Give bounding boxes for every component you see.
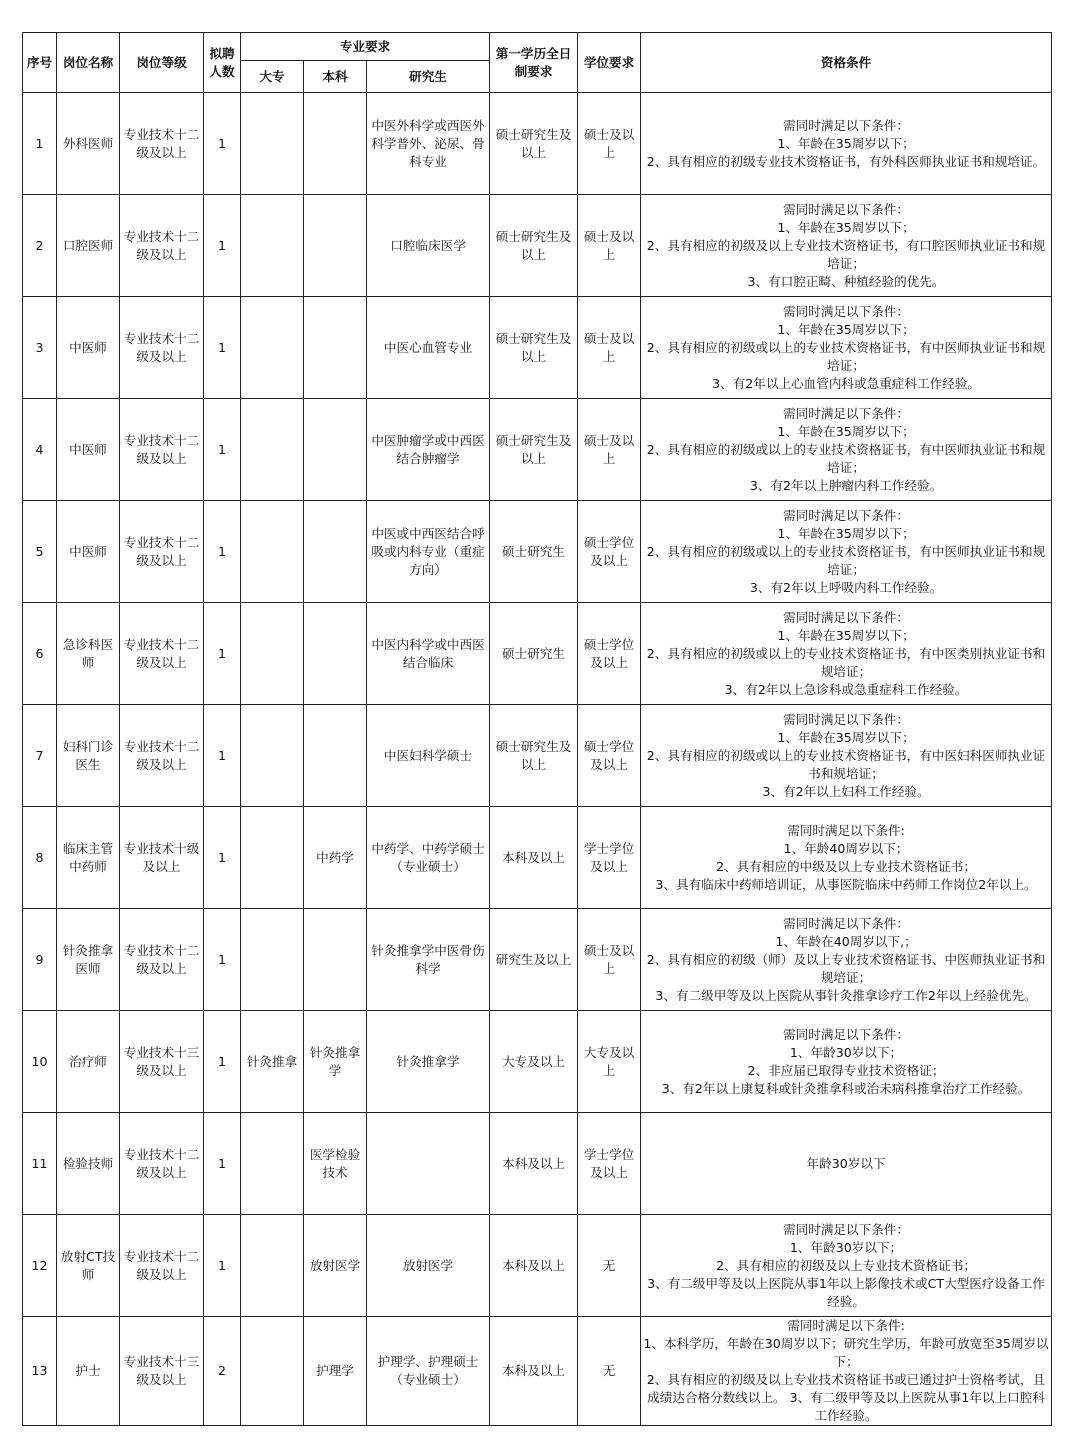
header-benke: 本科	[304, 61, 367, 93]
condition-line: 需同时满足以下条件:	[787, 822, 905, 838]
cell-benke	[304, 603, 367, 705]
cell-count: 1	[204, 195, 241, 297]
cell-graduate-major: 放射医学	[367, 1215, 490, 1317]
header-first-degree: 第一学历全日制要求	[490, 33, 578, 93]
cell-count: 1	[204, 909, 241, 1011]
condition-line: 3、有2年以上妇科工作经验。	[762, 783, 930, 799]
cell-count: 1	[204, 1215, 241, 1317]
cell-benke: 医学检验技术	[304, 1113, 367, 1215]
condition-line: 1、年龄30岁以下；	[789, 1044, 903, 1060]
condition-line: 3、有2年以上肿瘤内科工作经验。	[749, 477, 943, 493]
condition-line: 2、具有相应的初级或以上的专业技术资格证书，有中医师执业证书和规培证；	[646, 339, 1046, 373]
condition-line: 3、有二级甲等及以上医院从事1年以上影像技术或CT大型医疗设备工作经验。	[647, 1275, 1045, 1309]
cell-first-degree: 本科及以上	[490, 1215, 578, 1317]
table-row	[23, 705, 1052, 807]
cell-degree-req: 无	[578, 1215, 641, 1317]
condition-line: 3、有二级甲等及以上医院从事针灸推拿诊疗工作2年以上经验优先。	[655, 987, 1037, 1003]
header-seq: 序号	[23, 33, 57, 93]
cell-count: 1	[204, 1011, 241, 1113]
condition-line: 需同时满足以下条件：	[783, 609, 909, 625]
cell-post-name: 治疗师	[57, 1011, 120, 1113]
condition-line: 1、年龄在35周岁以下；	[777, 423, 915, 439]
cell-post-level: 专业技术十二级及以上	[120, 705, 204, 807]
cell-first-degree: 本科及以上	[490, 1317, 578, 1426]
cell-qualification	[641, 297, 1052, 399]
cell-count: 1	[204, 705, 241, 807]
cell-dazhuan	[241, 705, 304, 807]
condition-line: 2、具有相应的初级及以上专业技术资格证书；	[716, 1257, 976, 1273]
cell-graduate-major: 护理学、护理硕士（专业硕士）	[367, 1317, 490, 1426]
condition-line: 2、具有相应的初级或以上的专业技术资格证书，有中医师执业证书和规培证；	[646, 543, 1046, 577]
cell-post-level: 专业技术十二级及以上	[120, 603, 204, 705]
condition-line: 3、有2年以上康复科或针灸推拿科或治未病科推拿治疗工作经验。	[661, 1080, 1031, 1096]
cell-seq: 1	[23, 93, 57, 195]
condition-line: 1、年龄在35周岁以下；	[777, 321, 915, 337]
cell-seq: 13	[23, 1317, 57, 1426]
cell-graduate-major: 中医肿瘤学或中西医结合肿瘤学	[367, 399, 490, 501]
cell-benke: 放射医学	[304, 1215, 367, 1317]
condition-line: 年龄30岁以下	[806, 1155, 886, 1171]
cell-post-name: 中医师	[57, 399, 120, 501]
condition-line: 需同时满足以下条件：	[783, 507, 909, 523]
cell-degree-req: 学士学位及以上	[578, 807, 641, 909]
cell-dazhuan	[241, 195, 304, 297]
cell-benke: 针灸推拿学	[304, 1011, 367, 1113]
condition-line: 1、年龄在35周岁以下；	[777, 729, 915, 745]
cell-dazhuan	[241, 603, 304, 705]
cell-qualification	[641, 1113, 1052, 1215]
cell-qualification	[641, 195, 1052, 297]
cell-graduate-major: 中医外科学或西医外科学普外、泌尿、骨科专业	[367, 93, 490, 195]
condition-line: 1、年龄30岁以下；	[789, 1239, 903, 1255]
condition-line: 需同时满足以下条件：	[783, 1026, 909, 1042]
cell-first-degree: 硕士研究生及以上	[490, 195, 578, 297]
cell-post-name: 检验技师	[57, 1113, 120, 1215]
cell-dazhuan	[241, 1317, 304, 1426]
cell-dazhuan	[241, 1215, 304, 1317]
cell-qualification	[641, 501, 1052, 603]
cell-count: 1	[204, 501, 241, 603]
cell-benke: 中药学	[304, 807, 367, 909]
cell-seq: 11	[23, 1113, 57, 1215]
cell-post-name: 护士	[57, 1317, 120, 1426]
cell-graduate-major: 中医或中西医结合呼吸或内科专业（重症方向）	[367, 501, 490, 603]
cell-degree-req: 学士学位及以上	[578, 1113, 641, 1215]
cell-qualification	[641, 1317, 1052, 1426]
cell-benke	[304, 399, 367, 501]
cell-benke	[304, 297, 367, 399]
cell-post-level: 专业技术十二级及以上	[120, 297, 204, 399]
header-major-req: 专业要求	[241, 33, 490, 61]
cell-post-name: 临床主管中药师	[57, 807, 120, 909]
cell-qualification	[641, 807, 1052, 909]
cell-seq: 10	[23, 1011, 57, 1113]
cell-first-degree: 硕士研究生及以上	[490, 705, 578, 807]
cell-degree-req: 硕士及以上	[578, 195, 641, 297]
cell-graduate-major: 针灸推拿学中医骨伤科学	[367, 909, 490, 1011]
cell-degree-req: 硕士学位及以上	[578, 501, 641, 603]
cell-graduate-major: 针灸推拿学	[367, 1011, 490, 1113]
condition-line: 2、具有相应的中级及以上专业技术资格证书；	[716, 858, 976, 874]
cell-dazhuan: 针灸推拿	[241, 1011, 304, 1113]
cell-qualification	[641, 399, 1052, 501]
condition-line: 1、年龄在35周岁以下；	[777, 627, 915, 643]
table-row	[23, 603, 1052, 705]
table-row	[23, 297, 1052, 399]
table-row	[23, 1113, 1052, 1215]
condition-line: 1、年龄在40周岁以下,；	[775, 933, 917, 949]
cell-dazhuan	[241, 1113, 304, 1215]
cell-seq: 9	[23, 909, 57, 1011]
cell-degree-req: 硕士及以上	[578, 93, 641, 195]
condition-line: 1、年龄40周岁以下；	[783, 840, 909, 856]
header-yanjiusheng: 研究生	[367, 61, 490, 93]
cell-degree-req: 硕士学位及以上	[578, 603, 641, 705]
cell-first-degree: 硕士研究生及以上	[490, 93, 578, 195]
cell-post-name: 外科医师	[57, 93, 120, 195]
cell-post-level: 专业技术十二级及以上	[120, 501, 204, 603]
condition-line: 1、年龄在35周岁以下；	[777, 135, 915, 151]
cell-first-degree: 本科及以上	[490, 807, 578, 909]
cell-post-name: 急诊科医师	[57, 603, 120, 705]
cell-post-name: 放射CT技师	[57, 1215, 120, 1317]
cell-post-name: 中医师	[57, 297, 120, 399]
cell-count: 1	[204, 399, 241, 501]
cell-post-level: 专业技术十二级及以上	[120, 909, 204, 1011]
table-row	[23, 195, 1052, 297]
cell-seq: 12	[23, 1215, 57, 1317]
recruitment-table	[22, 32, 1052, 1426]
table-row	[23, 501, 1052, 603]
cell-post-level: 专业技术十二级及以上	[120, 1215, 204, 1317]
cell-post-name: 针灸推拿医师	[57, 909, 120, 1011]
cell-seq: 6	[23, 603, 57, 705]
cell-post-level: 专业技术十二级及以上	[120, 399, 204, 501]
cell-post-level: 专业技术十二级及以上	[120, 1113, 204, 1215]
cell-count: 1	[204, 93, 241, 195]
condition-line: 需同时满足以下条件：	[783, 1221, 909, 1237]
condition-line: 1、本科学历，年龄在30周岁以下；研究生学历，年龄可放宽至35周岁以下；	[643, 1336, 1049, 1369]
cell-graduate-major: 口腔临床医学	[367, 195, 490, 297]
table-row	[23, 93, 1052, 195]
condition-line: 2、具有相应的初级或以上的专业技术资格证书，有中医妇科医师执业证书和规培证；	[646, 747, 1046, 781]
cell-first-degree: 硕士研究生及以上	[490, 399, 578, 501]
cell-post-level: 专业技术十级及以上	[120, 807, 204, 909]
header-qualification: 资格条件	[641, 33, 1052, 93]
cell-dazhuan	[241, 807, 304, 909]
condition-line: 3、有2年以上心血管内科或急重症科工作经验。	[712, 375, 980, 391]
cell-degree-req: 硕士及以上	[578, 297, 641, 399]
cell-degree-req: 硕士及以上	[578, 909, 641, 1011]
cell-qualification	[641, 705, 1052, 807]
cell-post-level: 专业技术十三级及以上	[120, 1011, 204, 1113]
condition-line: 2、非应届已取得专业技术资格证；	[747, 1062, 945, 1078]
cell-benke	[304, 195, 367, 297]
cell-seq: 3	[23, 297, 57, 399]
condition-line: 2、具有相应的初级及以上专业技术资格证书，有口腔医师执业证书和规培证；	[646, 237, 1046, 271]
condition-line: 需同时满足以下条件:	[787, 1318, 905, 1333]
cell-post-name: 口腔医师	[57, 195, 120, 297]
cell-qualification	[641, 1215, 1052, 1317]
cell-dazhuan	[241, 297, 304, 399]
cell-graduate-major	[367, 1113, 490, 1215]
condition-line: 需同时满足以下条件：	[783, 303, 909, 319]
cell-count: 2	[204, 1317, 241, 1426]
condition-line: 3、有口腔正畸、种植经验的优先。	[747, 273, 945, 289]
cell-dazhuan	[241, 93, 304, 195]
cell-seq: 7	[23, 705, 57, 807]
header-post-level: 岗位等级	[120, 33, 204, 93]
cell-benke: 护理学	[304, 1317, 367, 1426]
condition-line: 2、具有相应的初级专业技术资格证书，有外科医师执业证书和规培证。	[646, 153, 1046, 169]
condition-line: 需同时满足以下条件：	[783, 915, 909, 931]
cell-qualification	[641, 93, 1052, 195]
cell-benke	[304, 501, 367, 603]
cell-post-level: 专业技术十二级及以上	[120, 195, 204, 297]
cell-count: 1	[204, 297, 241, 399]
header-dazhuan: 大专	[241, 61, 304, 93]
cell-first-degree: 硕士研究生及以上	[490, 297, 578, 399]
condition-line: 1、年龄在35周岁以下；	[777, 219, 915, 235]
header-count: 拟聘人数	[204, 33, 241, 93]
cell-graduate-major: 中医内科学或中西医结合临床	[367, 603, 490, 705]
table-row	[23, 1011, 1052, 1113]
cell-first-degree: 硕士研究生	[490, 501, 578, 603]
cell-seq: 5	[23, 501, 57, 603]
condition-line: 3、具有临床中药师培训证，从事医院临床中药师工作岗位2年以上。	[655, 876, 1037, 892]
header-post-name: 岗位名称	[57, 33, 120, 93]
condition-line: 需同时满足以下条件：	[783, 201, 909, 217]
cell-count: 1	[204, 807, 241, 909]
cell-post-name: 妇科门诊医生	[57, 705, 120, 807]
table-row	[23, 909, 1052, 1011]
cell-qualification	[641, 909, 1052, 1011]
condition-line: 1、年龄在35周岁以下；	[777, 525, 915, 541]
cell-qualification	[641, 1011, 1052, 1113]
cell-first-degree: 硕士研究生	[490, 603, 578, 705]
condition-line: 3、有2年以上急诊科或急重症科工作经验。	[724, 681, 968, 697]
condition-line: 2、具有相应的初级或以上的专业技术资格证书，有中医师执业证书和规培证；	[646, 441, 1046, 475]
cell-post-level: 专业技术十三级及以上	[120, 1317, 204, 1426]
cell-seq: 8	[23, 807, 57, 909]
cell-post-level: 专业技术十二级及以上	[120, 93, 204, 195]
cell-dazhuan	[241, 909, 304, 1011]
cell-graduate-major: 中医心血管专业	[367, 297, 490, 399]
cell-dazhuan	[241, 399, 304, 501]
table-row	[23, 399, 1052, 501]
cell-first-degree: 本科及以上	[490, 1113, 578, 1215]
condition-line: 需同时满足以下条件：	[783, 711, 909, 727]
cell-benke	[304, 909, 367, 1011]
condition-line: 2、具有相应的初级（师）及以上专业技术资格证书、中医师执业证书和规培证；	[646, 951, 1046, 985]
cell-seq: 2	[23, 195, 57, 297]
cell-count: 1	[204, 603, 241, 705]
condition-line: 3、有2年以上呼吸内科工作经验。	[749, 579, 943, 595]
condition-line: 2、具有相应的初级及以上专业技术资格证书或已通过护士资格考试，且成绩达合格分数线以上。 3、有二级甲等及以上医院从事1年以上口腔科工作经验。	[646, 1372, 1046, 1423]
cell-benke	[304, 705, 367, 807]
cell-degree-req: 硕士及以上	[578, 399, 641, 501]
condition-line: 2、具有相应的初级或以上的专业技术资格证书，有中医类别执业证书和规培证；	[646, 645, 1046, 679]
condition-line: 需同时满足以下条件：	[783, 117, 909, 133]
table-row	[23, 807, 1052, 909]
cell-degree-req: 硕士学位及以上	[578, 705, 641, 807]
cell-graduate-major: 中药学、中药学硕士（专业硕士）	[367, 807, 490, 909]
cell-seq: 4	[23, 399, 57, 501]
cell-post-name: 中医师	[57, 501, 120, 603]
cell-first-degree: 研究生及以上	[490, 909, 578, 1011]
header-degree-req: 学位要求	[578, 33, 641, 93]
cell-benke	[304, 93, 367, 195]
table-row	[23, 1317, 1052, 1426]
cell-qualification	[641, 603, 1052, 705]
cell-dazhuan	[241, 501, 304, 603]
condition-line: 需同时满足以下条件：	[783, 405, 909, 421]
cell-degree-req: 大专及以上	[578, 1011, 641, 1113]
cell-graduate-major: 中医妇科学硕士	[367, 705, 490, 807]
cell-first-degree: 大专及以上	[490, 1011, 578, 1113]
table-row	[23, 1215, 1052, 1317]
cell-degree-req: 无	[578, 1317, 641, 1426]
cell-count: 1	[204, 1113, 241, 1215]
